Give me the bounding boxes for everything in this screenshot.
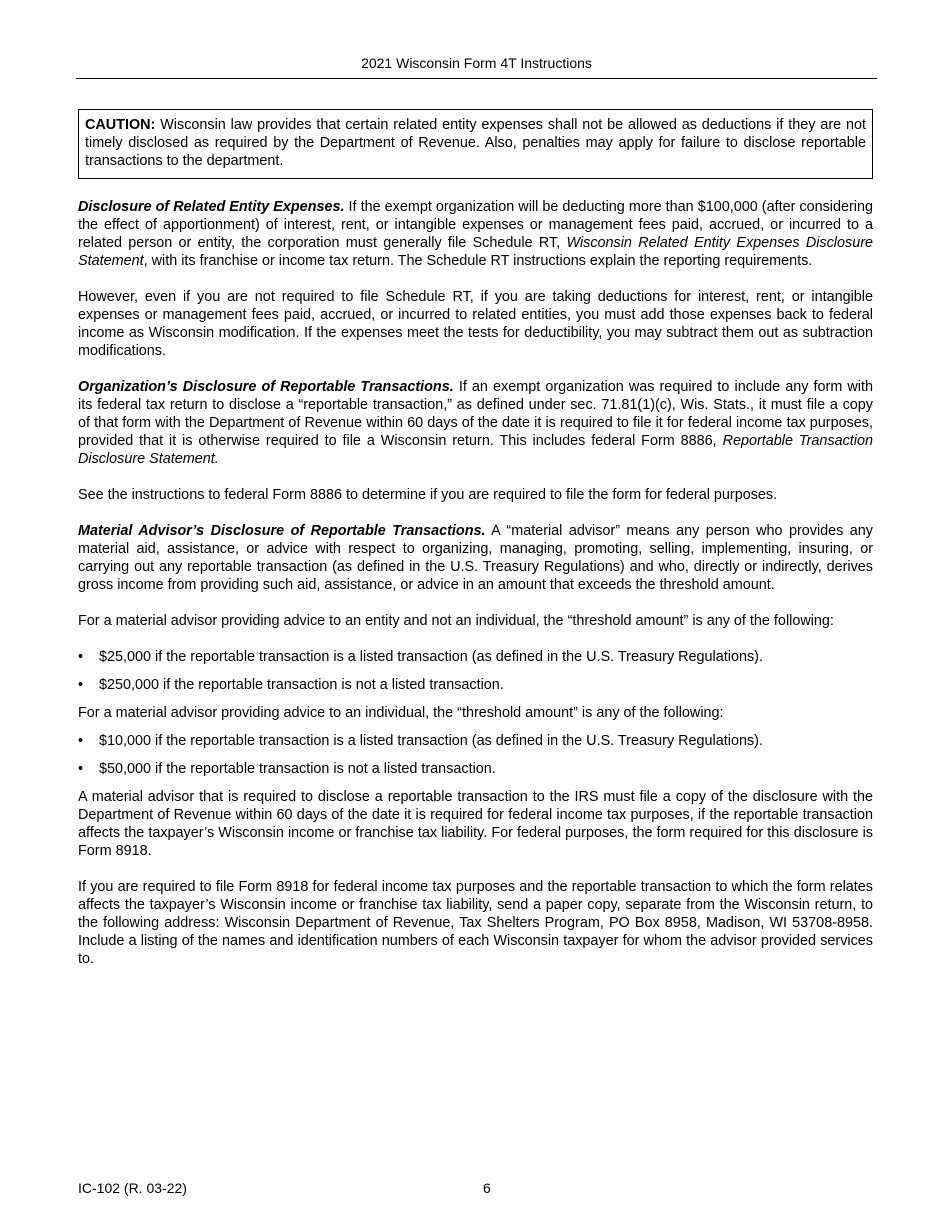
org-disclosure-heading: Organization’s Disclosure of Reportable Transactions. [78,379,454,395]
schedule-rt-title: Wisconsin Related Entity Expenses Disclosure Statement [78,235,874,269]
document-body [78,109,873,986]
however-paragraph: However, even if you are not required to file Schedule RT, if you are taking deductions for interest, rent, or intangible expenses or management fees paid, accrued, or incurred to related entities, you must add those expenses back to federal income as Wisconsin modification. If the expenses meet the tests for deductibility, you may subtract them out as subtraction modifications. [78,289,873,359]
form-id: IC-102 (R. 03-22) [78,1180,187,1196]
list-item: • $25,000 if the reportable transaction is a listed transaction (as defined in the U.S. Treasury Regulations). [78,648,873,666]
form-8918-paragraph: If you are required to file Form 8918 for federal income tax purposes and the reportable transaction to which the form relates affects the taxpayer’s Wisconsin income or franchise tax liability, send a paper copy, separate from the Wisconsin return, to the following address: Wisconsin Department of Revenue, Tax Shelters Program, PO Box 8958, Madison, WI 53708-8958. Include a listing of the names and identification numbers of each Wisconsin taxpayer for whom the advisor provided services to. [78,879,873,967]
related-entity-text-1: If the exempt organization will be deducting more than $100,000 (after considering the effect of apportionment) of interest, rent, or intangible expenses or management fees paid, accrued, or incurred to a related person or entity, the corporation must generally file Schedule RT, [78,199,874,251]
page-number: 6 [483,1180,491,1196]
material-advisor-text: A “material advisor” means any person who provides any material aid, assistance, or advice with respect to organizing, managing, promoting, selling, implementing, insuring, or carrying out any reportable transaction (as defined in the U.S. Treasury Regulations) and who, directly or indirectly, derives gross income from providing such aid, assistance, or advice in an amount that exceeds the threshold amount. [78,523,873,593]
list-item: • $250,000 if the reportable transaction is not a listed transaction. [78,676,873,694]
form-8886-title: Reportable Transaction Disclosure Statement. [78,433,874,467]
related-entity-paragraph [78,198,873,270]
entity-threshold-intro: For a material advisor providing advice to an entity and not an individual, the “threshold amount” is any of the following: [78,613,834,629]
caution-box [78,109,873,179]
header-divider [76,78,877,79]
irs-disclosure-paragraph: A material advisor that is required to disclose a reportable transaction to the IRS must file a copy of the disclosure with the Department of Revenue within 60 days of the date it is required for federal income tax purposes, if the reportable transaction affects the taxpayer’s Wisconsin income or franchise tax liability. For federal purposes, the form required for this disclosure is Form 8918. [78,789,873,859]
page-header: 2021 Wisconsin Form 4T Instructions [361,55,592,71]
org-disclosure-paragraph [78,378,873,468]
related-entity-heading: Disclosure of Related Entity Expenses. [78,199,345,215]
related-entity-text-2: , with its franchise or income tax return. The Schedule RT instructions explain the reporting requirements. [143,253,813,269]
see-instructions-paragraph: See the instructions to federal Form 8886 to determine if you are required to file the form for federal purposes. [78,487,778,503]
material-advisor-heading: Material Advisor’s Disclosure of Reportable Transactions. [78,523,486,539]
org-disclosure-text: If an exempt organization was required to include any form with its federal tax return to disclose a “reportable transaction,” as defined under sec. 71.81(1)(c), Wis. Stats., it must file a copy of that form with the Department of Revenue within 60 days of the date it is required to file it for federal income tax purposes, provided that it is otherwise required to file a Wisconsin return. This includes federal Form 8886, [78,379,873,449]
material-advisor-paragraph [78,522,873,594]
list-item: • $50,000 if the reportable transaction is not a listed transaction. [78,760,873,778]
list-item: • $10,000 if the reportable transaction is a listed transaction (as defined in the U.S. Treasury Regulations). [78,732,873,750]
individual-threshold-intro: For a material advisor providing advice to an individual, the “threshold amount” is any of the following: [78,705,724,721]
individual-threshold-list [78,732,873,778]
entity-threshold-list [78,648,873,694]
caution-label: CAUTION: [85,117,156,133]
caution-text: Wisconsin law provides that certain related entity expenses shall not be allowed as deductions if they are not timely disclosed as required by the Department of Revenue. Also, penalties may apply for failure to disclose reportable transactions to the department. [85,117,866,169]
